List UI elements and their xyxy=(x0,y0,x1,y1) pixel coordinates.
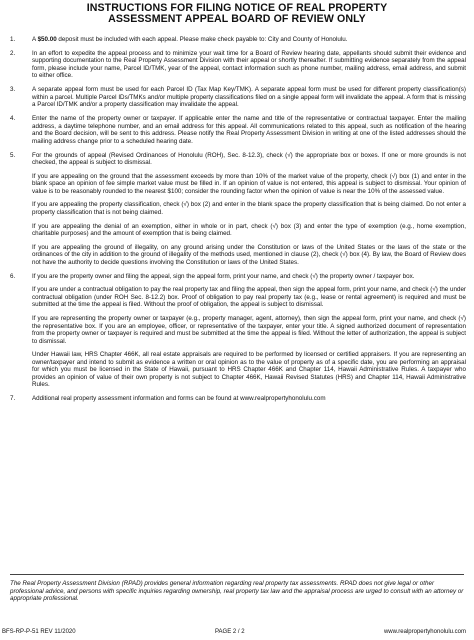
item-paragraph: Additional real property assessment information and forms can be found at www.realpropertyhonolulu.com xyxy=(32,395,326,403)
item-paragraph: A $50.00 deposit must be included with each appeal. Please make check payable to: City and County of Honolulu. xyxy=(32,36,348,43)
item-number: 1. xyxy=(10,36,16,43)
instruction-item xyxy=(10,115,466,145)
item-paragraph: In an effort to expedite the appeal process and to minimize your wait time for a Board of Review hearing date, appellants should submit their evidence and supporting documentation to the Real Property Assessment Division with their appeal or shortly thereafter. If submitting evidence separately from the appeal form, please include your name, Parcel ID/TMK, year of the appeal, contact information such as phone number, mailing address, email address, and submit to either office. xyxy=(32,49,466,80)
item-number: 6. xyxy=(10,272,16,280)
disclaimer-note: The Real Property Assessment Division (RPAD) provides general information regarding real property tax assessments. RPAD does not give legal or other professional advice, and persons with specific inquiries regarding ownership, real property tax law and the appraisal process are urged to consult with an attorney or appropriate professional. xyxy=(10,580,464,602)
item-paragraph: A separate appeal form must be used for each Parcel ID (Tax Map Key/TMK). A separate appeal form must be used for different property classification(s) within a parcel. Multiple Parcel IDs/TMKs and/or multiple property classifications filed on a single appeal form will invalidate the appeal. A form that is missing a Parcel ID/TMK and/or a property classification may invalidate the appeal. xyxy=(32,86,466,109)
item-number: 2. xyxy=(10,49,16,57)
footer-website: www.realpropertyhonolulu.com xyxy=(383,629,466,635)
item-body xyxy=(32,86,466,109)
item-body xyxy=(32,115,466,145)
item-paragraph: If you are appealing on the ground that the assessment exceeds by more than 10% of the market value of the property, check (√) box (1) and enter in the blank space an opinion of fee simple market value must be filled in. If an opinion of value is not entered, this appeal is subject to dismissal. Your opinion of value is to be reasonably rounded to the nearest $100; consider the rounding factor when the opinion of value is near the 10% of the assessed value. xyxy=(32,172,466,195)
instruction-item xyxy=(10,273,466,389)
page-footer xyxy=(2,629,466,635)
title-line-2: ASSESSMENT APPEAL BOARD OF REVIEW ONLY xyxy=(108,13,366,25)
item-paragraph: If you are appealing the property classification, check (√) box (2) and enter in the blank space the property classification that is being claimed. Do not enter a property classification that is not being claimed. xyxy=(32,201,466,216)
instruction-list xyxy=(10,36,466,409)
item-number: 5. xyxy=(10,151,16,159)
instruction-item xyxy=(10,36,466,44)
item-paragraph: For the grounds of appeal (Revised Ordinances of Honolulu (ROH), Sec. 8-12.3), check (√) the appropriate box or boxes. If one or more grounds is not checked, the appeal is subject to dismissal. xyxy=(32,151,466,167)
item-paragraph: If you are representing the property owner or taxpayer (e.g., property manager, agent, attorney), then sign the appeal form, print your name, and check (√) the representative box. If you are an employee, officer, or representative of the taxpayer, enter your title. A signed authorized document of representation from the property owner or taxpayer is required and must be submitted at the time the appeal is filed. Without the letter of authorization, the appeal is subject to dismissal. xyxy=(32,315,466,345)
item-paragraph: Enter the name of the property owner or taxpayer. If applicable enter the name and title of the representative or contractual taxpayer. Enter the mailing address, a daytime telephone number, and an email address for this appeal. All communications related to this appeal, such as notification of the hearing and the Board decision, will be sent to this address. Please notify the Real Property Assessment Division in writing at one of the listed addresses should the mailing address change prior to a scheduled hearing date. xyxy=(32,115,466,145)
item-paragraph: If you are under a contractual obligation to pay the real property tax and filing the appeal, then sign the appeal form, print your name, and check (√) the under contractual obligation (under ROH Sec. 8-12.2) box. Proof of obligation to pay real property tax (e.g., lease or rental agreement) is required and must be submitted at the time the appeal is filed. Without the proof of obligation, the appeal is subject to dismissal. xyxy=(32,286,466,309)
instruction-item xyxy=(10,86,466,109)
item-body xyxy=(32,36,466,44)
page-number: PAGE 2 / 2 xyxy=(214,629,245,635)
item-number: 3. xyxy=(10,86,16,94)
page-title xyxy=(0,3,474,25)
item-body xyxy=(32,152,466,267)
item-body xyxy=(32,395,466,403)
item-number: 7. xyxy=(10,395,16,403)
item-paragraph: If you are appealing the denial of an exemption, either in whole or in part, check (√) box (3) and enter the type of exemption (e.g., home exemption, charitable purposes) and the amount of exemption that is being claimed. xyxy=(32,222,466,238)
title-line-1: INSTRUCTIONS FOR FILING NOTICE OF REAL PROPERTY xyxy=(86,2,388,14)
form-id: BFS-RP-P-51 REV 11/2020 xyxy=(2,629,76,635)
item-paragraph: If you are appealing the ground of illegality, on any ground arising under the Constitution or laws of the United States or the laws of the state or the ordinances of the city in addition to the ground of illegality of the methods used, mentioned in clause (2), check (√) box (4). By law, the Board of Review does not have the authority to decide questions involving the Constitution or laws of the United States. xyxy=(32,243,466,266)
item-body xyxy=(32,273,466,389)
instruction-item xyxy=(10,152,466,267)
item-paragraph: Under Hawaii law, HRS Chapter 466K, all real estate appraisals are required to be performed by licensed or certified appraisers. If you are representing an owner/taxpayer and intend to submit as evidence a written or oral opinion as to the value of property as of a specific date, you are performing an appraisal for which you must be licensed in the State of Hawaii, pursuant to HRS Chapter 466K and Chapter 114, Hawaii Administrative Rules. A taxpayer who provides an opinion of value of their own property is not subject to Chapter 466K, Hawaii Revised Statutes (HRS) and Chapter 114, Hawaii Administrative Rules. xyxy=(32,351,466,389)
item-paragraph: If you are the property owner and filing the appeal, sign the appeal form, print your name, and check (√) the property owner / taxpayer box. xyxy=(32,272,415,280)
item-body xyxy=(32,50,466,80)
item-number: 4. xyxy=(10,115,16,123)
footer-divider xyxy=(10,574,464,575)
instruction-item xyxy=(10,50,466,80)
instruction-item xyxy=(10,395,466,403)
